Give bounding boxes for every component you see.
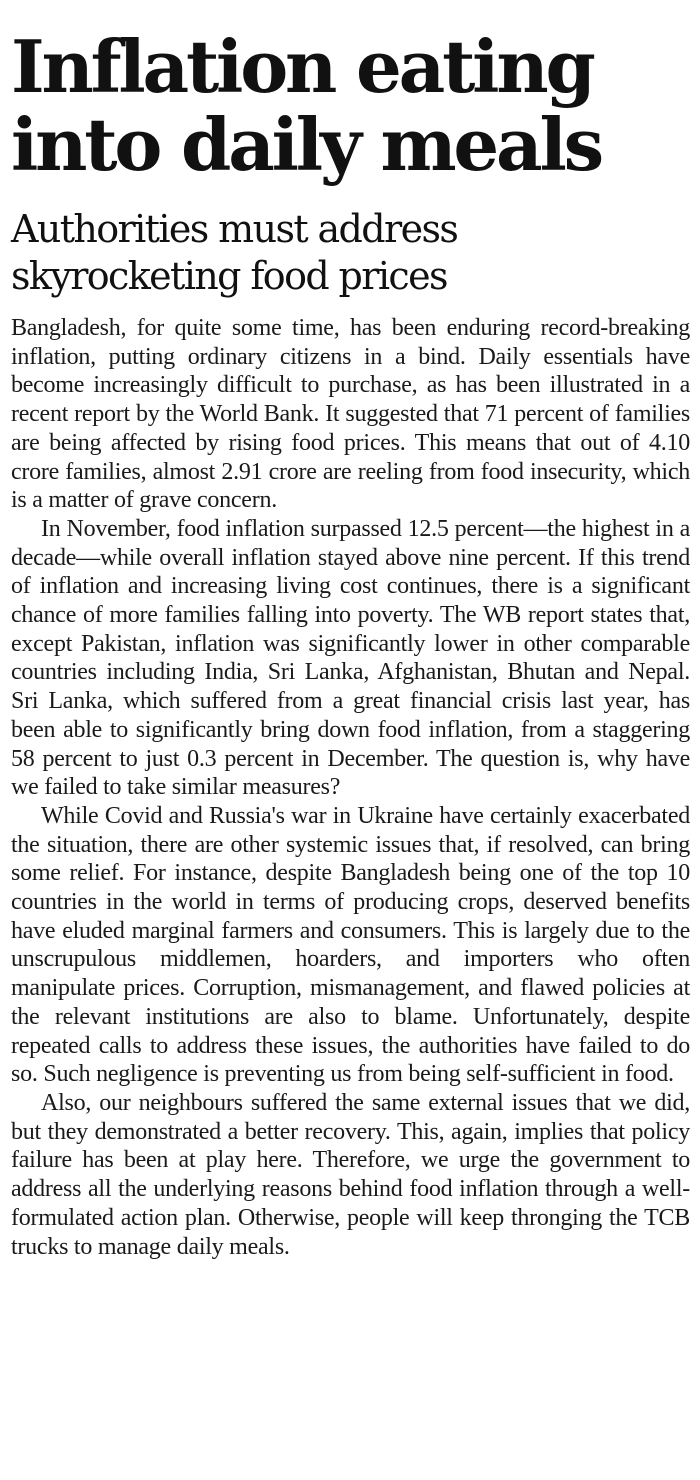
editorial-article [11, 24, 690, 1261]
subheadline-line-2: skyrocketing food prices [11, 254, 447, 298]
article-body [11, 314, 690, 1261]
body-paragraph-2: In November, food inflation surpassed 12.5 percent—the highest in a decade—while overall inflation stayed above nine percent. If this trend of inflation and increasing living cost continues, there is a significant chance of more families falling into poverty. The WB report states that, except Pakistan, inflation was significantly lower in other comparable countries including India, Sri Lanka, Afghanistan, Bhutan and Nepal. Sri Lanka, which suffered from a great financial crisis last year, has been able to significantly bring down food inflation, from a staggering 58 percent to just 0.3 percent in December. The question is, why have we failed to take similar measures? [11, 515, 690, 801]
headline-line-2: into daily meals [11, 102, 601, 187]
headline [11, 24, 690, 187]
subheadline [11, 206, 690, 300]
subheadline-line-1: Authorities must address [11, 207, 458, 251]
headline-line-1: Inflation eating [11, 24, 593, 109]
body-paragraph-1: Bangladesh, for quite some time, has been enduring record-breaking inflation, putting ordinary citizens in a bind. Daily essentials have become increasingly difficult to purchase, as has been illustrated in a recent report by the World Bank. It suggested that 71 percent of families are being affected by rising food prices. This means that out of 4.10 crore families, almost 2.91 crore are reeling from food insecurity, which is a matter of grave concern. [11, 315, 690, 514]
body-paragraph-4: Also, our neighbours suffered the same external issues that we did, but they demonstrated a better recovery. This, again, implies that policy failure has been at play here. Therefore, we urge the government to address all the underlying reasons behind food inflation through a well-formulated action plan. Otherwise, people will keep thronging the TCB trucks to manage daily meals. [11, 1089, 690, 1260]
body-paragraph-3: While Covid and Russia's war in Ukraine have certainly exacerbated the situation, there are other systemic issues that, if resolved, can bring some relief. For instance, despite Bangladesh being one of the top 10 countries in the world in terms of producing crops, deserved benefits have eluded marginal farmers and consumers. This is largely due to the unscrupulous middlemen, hoarders, and importers who often manipulate prices. Corruption, mismanagement, and flawed policies at the relevant institutions are also to blame. Unfortunately, despite repeated calls to address these issues, the authorities have failed to do so. Such negligence is preventing us from being self-sufficient in food. [11, 802, 690, 1088]
